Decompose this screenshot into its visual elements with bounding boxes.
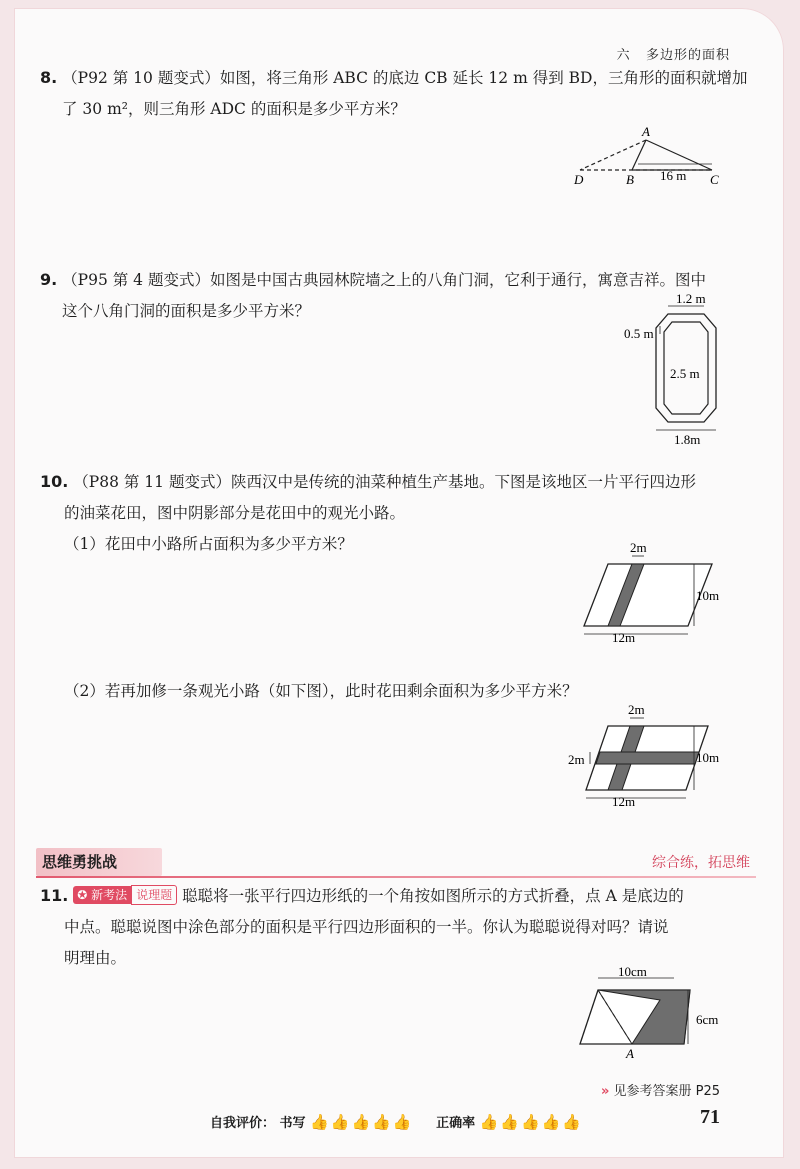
chapter-header xyxy=(617,44,730,63)
question-text: （P92 第 10 题变式）如图，将三角形 ABC 的底边 CB 延长 12 m 得到 BD，三角形的面积就增加 xyxy=(62,69,748,87)
question-text: 中点。聪聪说图中涂色部分的面积是平行四边形面积的一半。你认为聪聪说得对吗？请说 xyxy=(64,918,669,936)
label-b: B xyxy=(626,172,634,187)
side-ab xyxy=(632,140,646,170)
field xyxy=(584,564,712,626)
page-number: 71 xyxy=(700,1106,720,1128)
subquestion-2: （2）若再加修一条观光小路（如下图），此时花田剩余面积为多少平方米？ xyxy=(64,682,578,700)
side-ac xyxy=(646,140,712,170)
writing-label: 书写 xyxy=(279,1116,306,1131)
label-corner: 0.5 m xyxy=(624,326,654,341)
question-number: 8. xyxy=(40,68,58,87)
question-11 xyxy=(40,880,770,974)
reasoning-tag: 说理题 xyxy=(131,885,177,905)
subquestion-1: （1）花田中小路所占面积为多少平方米？ xyxy=(64,535,353,553)
label-road: 2m xyxy=(628,702,645,717)
question-text: 了 30 m²，则三角形 ADC 的面积是多少平方米？ xyxy=(62,100,406,118)
label-road2: 2m xyxy=(568,752,585,767)
question-number: 9. xyxy=(40,270,58,289)
road-horizontal xyxy=(596,752,699,764)
accuracy-label: 正确率 xyxy=(436,1116,476,1131)
section-title: 思维勇挑战 xyxy=(36,848,162,876)
question-text: 明理由。 xyxy=(64,949,127,967)
self-evaluation xyxy=(210,1112,583,1131)
label-c: C xyxy=(710,172,719,187)
question-number: 10. xyxy=(40,472,69,491)
octagon-door-figure xyxy=(620,292,730,452)
label-height: 2.5 m xyxy=(670,366,700,381)
thumbs-up-icon[interactable]: 👍👍👍👍👍 xyxy=(479,1113,584,1131)
parallelogram-field-1 xyxy=(578,538,738,648)
double-arrow-icon: » xyxy=(600,1084,610,1099)
label-16m: 16 m xyxy=(660,168,687,183)
folded-parallelogram-figure xyxy=(576,966,736,1062)
section-divider xyxy=(36,876,756,878)
triangle-figure xyxy=(570,118,730,188)
thumbs-up-icon[interactable]: 👍👍👍👍👍 xyxy=(310,1113,414,1131)
section-subtitle: 综合练，拓思维 xyxy=(652,855,750,871)
chapter-number: 六 xyxy=(616,48,631,63)
question-8 xyxy=(40,62,760,125)
label-base: 12m xyxy=(612,794,636,809)
chapter-title: 多边形的面积 xyxy=(645,48,730,63)
tag-label: 新考法 xyxy=(91,888,128,902)
answer-reference xyxy=(601,1080,720,1099)
question-text: （P88 第 11 题变式）陕西汉中是传统的油菜种植生产基地。下图是该地区一片平行四边形 xyxy=(73,473,696,491)
label-d: D xyxy=(574,172,584,187)
side-ad xyxy=(580,140,646,170)
label-road: 2m xyxy=(630,540,647,555)
self-eval-label: 自我评价： xyxy=(210,1116,276,1131)
label-height: 10m xyxy=(696,588,720,603)
label-height: 10m xyxy=(696,750,720,765)
label-base: 12m xyxy=(612,630,636,645)
answer-reference-text: 见参考答案册 P25 xyxy=(613,1084,720,1099)
question-number: 11. xyxy=(40,886,69,905)
question-text: 这个八角门洞的面积是多少平方米？ xyxy=(62,302,311,320)
question-text: 聪聪将一张平行四边形纸的一个角按如图所示的方式折叠，点 A 是底边的 xyxy=(182,887,684,905)
question-text: （P95 第 4 题变式）如图是中国古典园林院墙之上的八角门洞，它利于通行，寓意吉祥。图中 xyxy=(62,271,706,289)
bulb-icon: ✪ xyxy=(77,888,88,902)
label-a: A xyxy=(626,1046,634,1061)
label-top: 1.2 m xyxy=(676,292,706,306)
label-bottom: 1.8m xyxy=(674,432,701,447)
label-height: 6cm xyxy=(696,1012,719,1027)
question-text: 的油菜花田，图中阴影部分是花田中的观光小路。 xyxy=(64,504,406,522)
label-top: 10cm xyxy=(618,966,647,979)
parallelogram-field-2 xyxy=(560,700,740,812)
new-method-tag xyxy=(73,886,131,904)
label-a: A xyxy=(642,124,650,139)
